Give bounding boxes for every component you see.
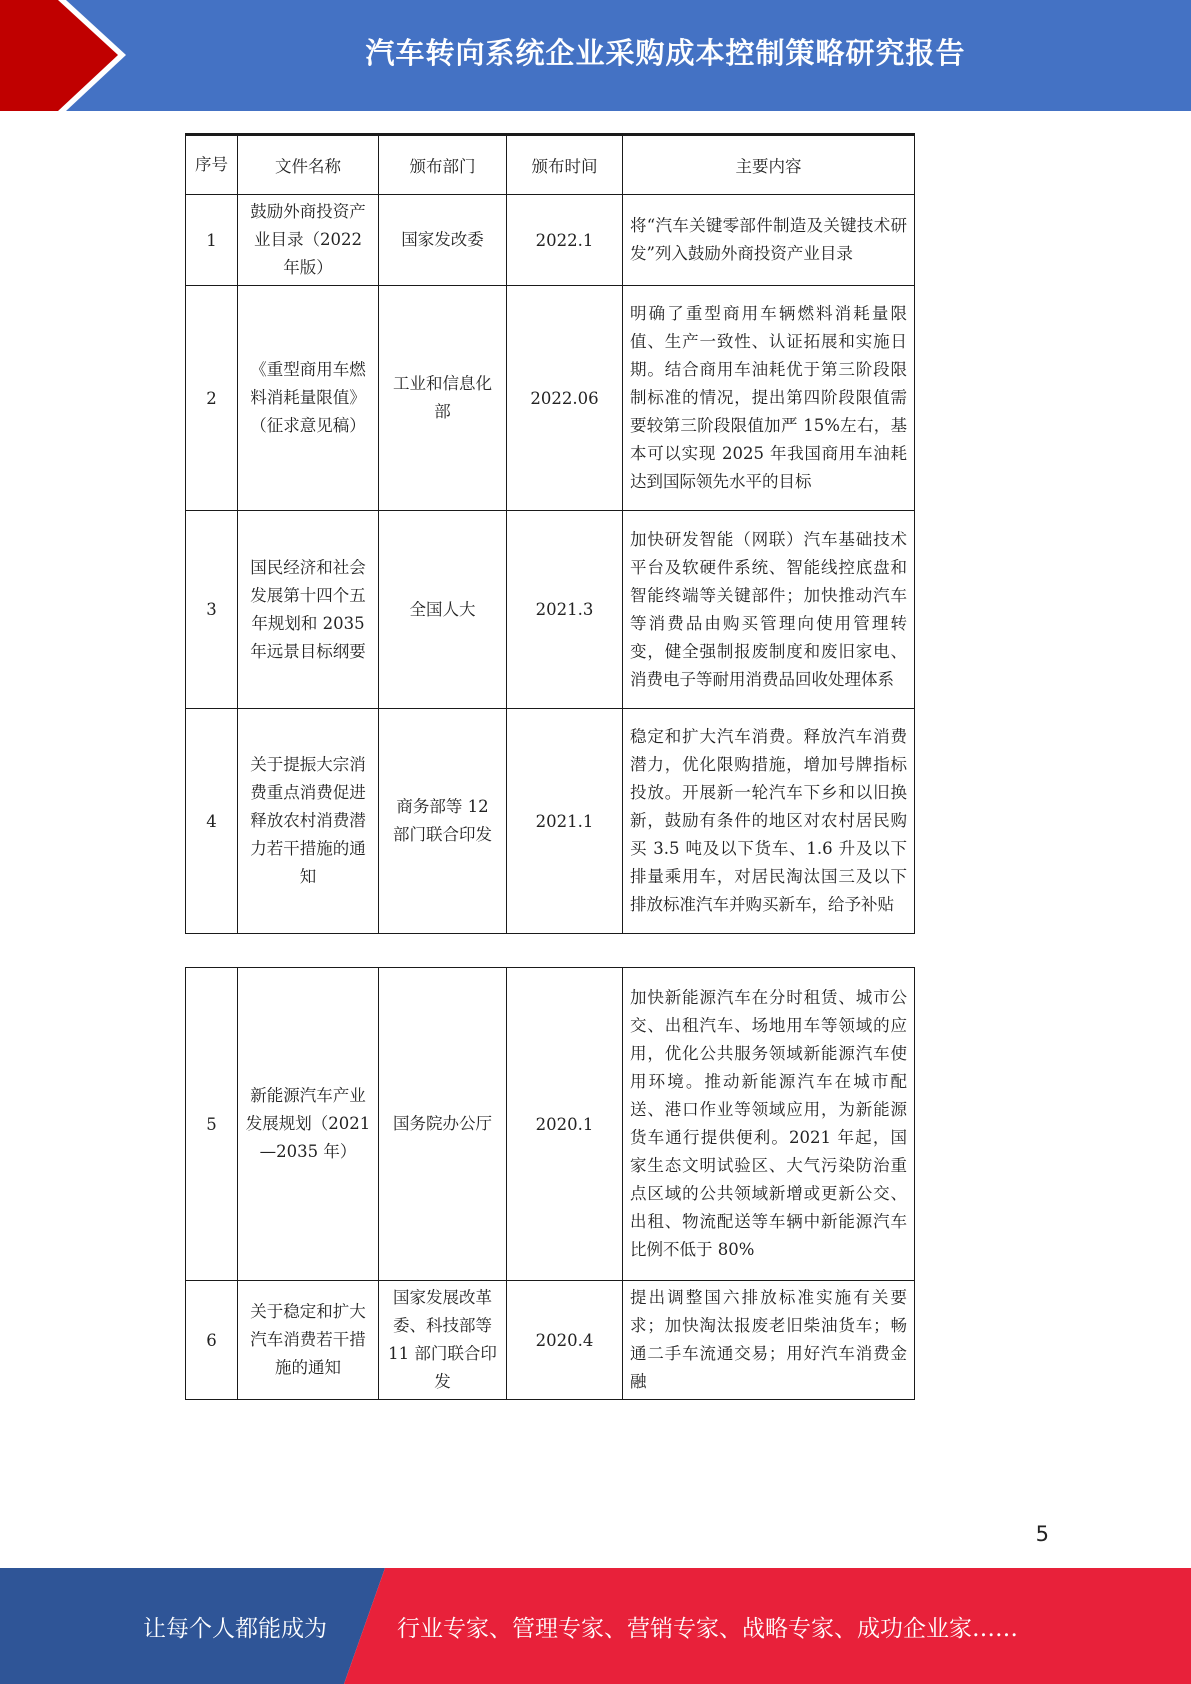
table-row: [186, 195, 915, 286]
document-name: 《重型商用车燃料消耗量限值》（征求意见稿）: [238, 286, 379, 511]
footer-slogan-right: 行业专家、管理专家、营销专家、战略专家、成功企业家……: [397, 1615, 1018, 1642]
issuing-department: 工业和信息化部: [379, 286, 507, 511]
issuing-department: 国家发改委: [379, 195, 507, 286]
main-content: 加快研发智能（网联）汽车基础技术平台及软硬件系统、智能线控底盘和智能终端等关键部件；加快推动汽车等消费品由购买管理向使用管理转变，健全强制报废制度和废旧家电、消费电子等耐用消费品回收处理体系: [623, 511, 915, 709]
table-row: [186, 511, 915, 709]
document-name: 鼓励外商投资产业目录（2022 年版）: [238, 195, 379, 286]
footer-banner: [0, 1568, 1191, 1684]
row-number: 1: [186, 195, 238, 286]
header-arrow-icon: [0, 0, 160, 111]
footer-slogan-left: 让每个人都能成为: [143, 1615, 327, 1642]
issue-date: 2020.4: [507, 1281, 623, 1400]
policy-table-part-1: [185, 133, 915, 934]
main-content: 加快新能源汽车在分时租赁、城市公交、出租汽车、场地用车等领域的应用，优化公共服务领域新能源汽车使用环境。推动新能源汽车在城市配送、港口作业等领域应用，为新能源货车通行提供便利。2021 年起，国家生态文明试验区、大气污染防治重点区域的公共领域新增或更新公交、出租、物流配送等车辆中新能源汽车比例不低于 80%: [623, 968, 915, 1281]
table-row: [186, 1281, 915, 1400]
main-content: 稳定和扩大汽车消费。释放汽车消费潜力，优化限购措施，增加号牌指标投放。开展新一轮汽车下乡和以旧换新，鼓励有条件的地区对农村居民购买 3.5 吨及以下货车、1.6 升及以下排量乘用车，对居民淘汰国三及以下排放标准汽车并购买新车，给予补贴: [623, 709, 915, 934]
page-number: 5: [1035, 1522, 1049, 1546]
issue-date: 2020.1: [507, 968, 623, 1281]
column-header-content: 主要内容: [623, 135, 915, 195]
document-name: 关于稳定和扩大汽车消费若干措施的通知: [238, 1281, 379, 1400]
column-header-name: 文件名称: [238, 135, 379, 195]
row-number: 6: [186, 1281, 238, 1400]
table-row: [186, 286, 915, 511]
issue-date: 2021.3: [507, 511, 623, 709]
issue-date: 2022.1: [507, 195, 623, 286]
document-name: 新能源汽车产业发展规划（2021—2035 年）: [238, 968, 379, 1281]
row-number: 4: [186, 709, 238, 934]
issuing-department: 国家发展改革委、科技部等 11 部门联合印发: [379, 1281, 507, 1400]
issuing-department: 全国人大: [379, 511, 507, 709]
column-header-number: 序号: [186, 135, 238, 195]
row-number: 2: [186, 286, 238, 511]
issuing-department: 国务院办公厅: [379, 968, 507, 1281]
table-row: [186, 968, 915, 1281]
column-header-date: 颁布时间: [507, 135, 623, 195]
issue-date: 2021.1: [507, 709, 623, 934]
main-content: 将“汽车关键零部件制造及关键技术研发”列入鼓励外商投资产业目录: [623, 195, 915, 286]
document-name: 关于提振大宗消费重点消费促进释放农村消费潜力若干措施的通知: [238, 709, 379, 934]
table-row: [186, 709, 915, 934]
column-header-dept: 颁布部门: [379, 135, 507, 195]
row-number: 3: [186, 511, 238, 709]
main-content: 提出调整国六排放标准实施有关要求；加快淘汰报废老旧柴油货车；畅通二手车流通交易；用好汽车消费金融: [623, 1281, 915, 1400]
issue-date: 2022.06: [507, 286, 623, 511]
main-content: 明确了重型商用车辆燃料消耗量限值、生产一致性、认证拓展和实施日期。结合商用车油耗优于第三阶段限制标准的情况，提出第四阶段限值需要较第三阶段限值加严 15%左右，基本可以实现 2025 年我国商用车油耗达到国际领先水平的目标: [623, 286, 915, 511]
row-number: 5: [186, 968, 238, 1281]
policy-table-part-2: [185, 967, 915, 1400]
report-title: 汽车转向系统企业采购成本控制策略研究报告: [365, 35, 966, 70]
document-name: 国民经济和社会发展第十四个五年规划和 2035 年远景目标纲要: [238, 511, 379, 709]
table-header-row: [186, 135, 915, 195]
issuing-department: 商务部等 12 部门联合印发: [379, 709, 507, 934]
